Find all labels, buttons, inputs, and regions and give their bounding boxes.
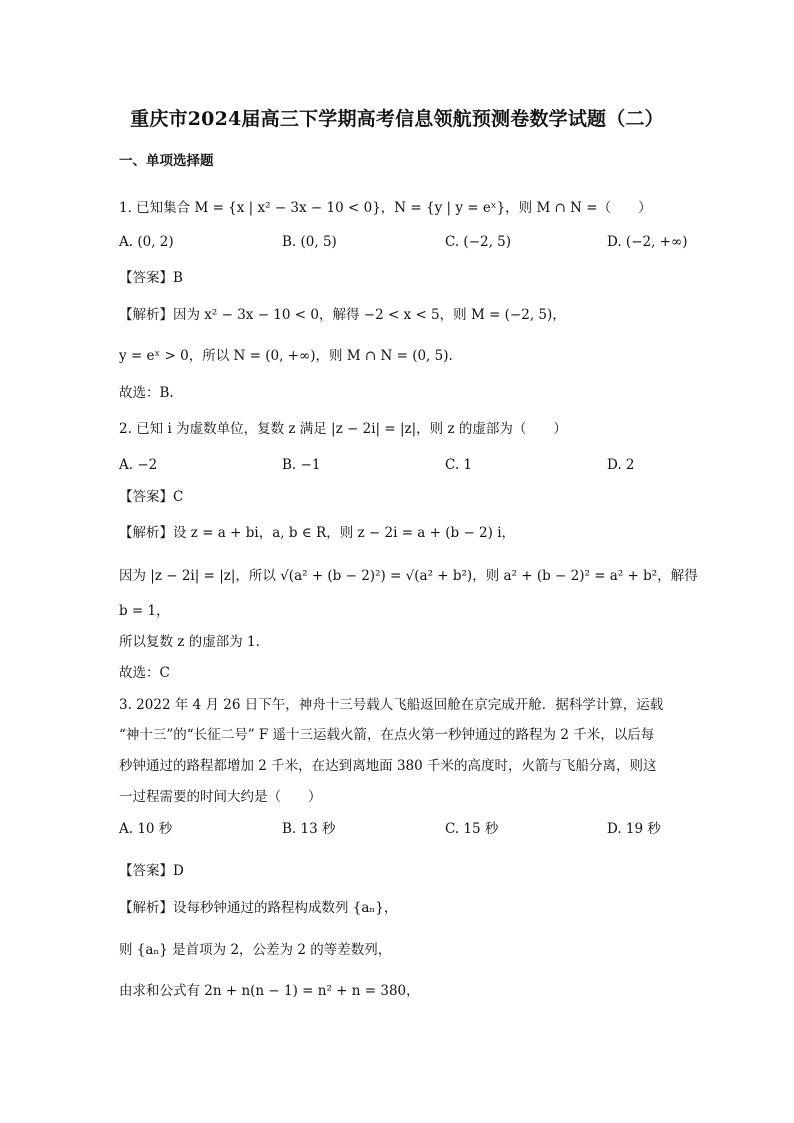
q2-option-c: C. 1 bbox=[445, 457, 473, 473]
q2-option-d: D. 2 bbox=[607, 457, 635, 473]
q3-answer: 【答案】D bbox=[119, 863, 184, 879]
q3-stem-line-4: 一过程需要的时间大约是（ ） bbox=[119, 789, 322, 805]
q1-analysis-1: 【解析】因为 x² − 3x − 10 < 0，解得 −2 < x < 5，则 M = (−2, 5)， bbox=[119, 307, 566, 323]
q1-option-d: D. (−2, +∞) bbox=[607, 234, 688, 250]
q2-choice: 故选：C bbox=[119, 665, 170, 681]
q2-option-b: B. −1 bbox=[282, 457, 321, 473]
q3-stem-line-2: “神十三”的“长征二号” F 遥十三运载火箭，在点火第一秒钟通过的路程为 2 千米，以后每 bbox=[119, 727, 655, 743]
q3-analysis-3: 由求和公式有 2n + n(n − 1) = n² + n = 380， bbox=[119, 983, 420, 999]
q1-option-a: A. (0, 2) bbox=[119, 234, 174, 250]
q1-answer: 【答案】B bbox=[119, 270, 183, 286]
q1-analysis-2: y = eˣ > 0，所以 N = (0, +∞)，则 M ∩ N = (0, 5). bbox=[119, 348, 453, 364]
q3-analysis-2: 则 {aₙ} 是首项为 2，公差为 2 的等差数列， bbox=[119, 942, 392, 958]
q2-analysis-2: 因为 |z − 2i| = |z|，所以 √(a² + (b − 2)²) = √(a² + b²)，则 a² + (b − 2)² = a² + b²，解得 bbox=[119, 568, 698, 584]
q1-stem: 1. 已知集合 M = {x | x² − 3x − 10 < 0}，N = {y | y = eˣ}，则 M ∩ N =（ ） bbox=[119, 200, 652, 216]
q2-answer: 【答案】C bbox=[119, 489, 184, 505]
q3-option-c: C. 15 秒 bbox=[445, 821, 499, 837]
q2-analysis-1: 【解析】设 z = a + bi，a, b ∈ R，则 z − 2i = a + (b − 2) i， bbox=[119, 525, 516, 541]
q1-choice: 故选：B. bbox=[119, 385, 174, 401]
page-title: 重庆市2024届高三下学期高考信息领航预测卷数学试题（二） bbox=[130, 108, 664, 130]
q3-option-a: A. 10 秒 bbox=[119, 821, 173, 837]
q2-analysis-4: 所以复数 z 的虚部为 1. bbox=[119, 634, 260, 650]
q1-option-b: B. (0, 5) bbox=[282, 234, 337, 250]
q3-option-b: B. 13 秒 bbox=[282, 821, 336, 837]
q3-stem-line-1: 3. 2022 年 4 月 26 日下午，神舟十三号载人飞船返回舱在京完成开舱．据科学计算，运载 bbox=[119, 697, 664, 713]
q3-option-d: D. 19 秒 bbox=[607, 821, 661, 837]
q2-stem: 2. 已知 i 为虚数单位，复数 z 满足 |z − 2i| = |z|，则 z 的虚部为（ ） bbox=[119, 421, 567, 437]
q3-analysis-1: 【解析】设每秒钟通过的路程构成数列 {aₙ}， bbox=[119, 900, 398, 916]
q2-option-a: A. −2 bbox=[119, 457, 158, 473]
q1-option-c: C. (−2, 5) bbox=[445, 234, 512, 250]
q2-analysis-3: b = 1， bbox=[119, 603, 170, 619]
q3-stem-line-3: 秒钟通过的路程都增加 2 千米，在达到离地面 380 千米的高度时，火箭与飞船分离，则这 bbox=[119, 758, 657, 774]
section-heading: 一、单项选择题 bbox=[119, 153, 214, 169]
